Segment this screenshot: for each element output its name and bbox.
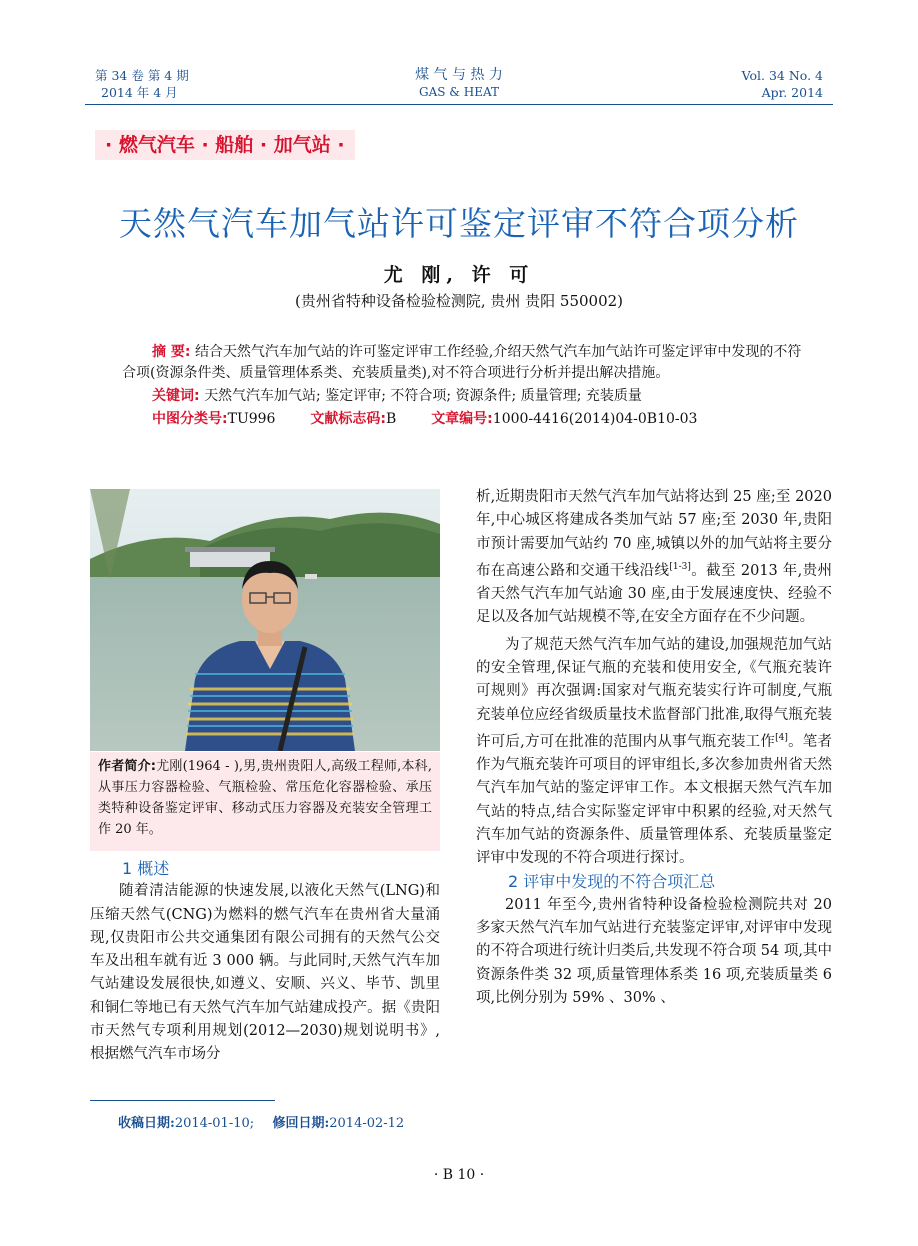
- bio-text: 尤刚(1964 - ),男,贵州贵阳人,高级工程师,本科,从事压力容器检验、气瓶检验、常压危化容器检验、承压类特种设备鉴定评审、移动式压力容器及充装安全管理工作 20 年。: [98, 759, 433, 837]
- para1-part-a: 析,近期贵阳市天然气汽车加气站将达到 25 座;至 2020 年,中心城区将建成各类加气站 57 座;至 2030 年,贵阳市预计需要加气站约 70 座,城镇以外的加气站将主要分布在高速公路和交通干线沿线: [476, 489, 832, 579]
- received-label: 收稿日期:: [118, 1116, 175, 1131]
- paragraph-regulation: [476, 634, 832, 871]
- date-en: Apr. 2014: [761, 85, 823, 100]
- keywords: [122, 386, 812, 407]
- revised-label: 修回日期:: [272, 1116, 330, 1131]
- paragraph-summary: 2011 年至今,贵州省特种设备检验检测院共对 20 多家天然气汽车加气站进行充装鉴定评审,对评审中发现的不符合项进行统计归类后,共发现不符合项 54 项,其中资源条件类 32 项,质量管理体系类 16 项,充装质量类 6 项,比例分别为 59% 、30% 、: [476, 896, 832, 1006]
- author-photo: [90, 489, 440, 751]
- citation-1-3: [1-3]: [669, 561, 691, 572]
- left-column: [90, 857, 440, 1067]
- authors: 尤 刚, 许 可: [383, 264, 535, 286]
- journal-name-en: GAS & HEAT: [418, 85, 500, 99]
- para2-part-a: 为了规范天然气汽车加气站的建设,加强规范加气站的安全管理,保证气瓶的充装和使用安全,《气瓶充装许可规则》再次强调:国家对气瓶充装实行许可制度,气瓶充装单位应经省级质量技术监督部门批准,取得气瓶充装许可后,方可在批准的范围内从事气瓶充装工作: [476, 636, 832, 750]
- bio-label: 作者简介:: [98, 759, 157, 774]
- volume-issue: 第 34 卷 第 4 期: [95, 68, 189, 83]
- para1-part-b: 。截至 2013 年,贵州省天然气汽车加气站逾 30 座,由于发展速度快、经验不足以及各加气站规模不等,在安全方面存在不少问题。: [476, 562, 832, 626]
- footnote-dates: [118, 1112, 404, 1131]
- revised-date: 2014-02-12: [329, 1116, 405, 1131]
- abstract-paragraph: [122, 342, 812, 384]
- abstract: [122, 342, 812, 430]
- section-heading-1: 1 概述: [122, 859, 170, 878]
- publish-date: 2014 年 4 月: [101, 85, 178, 100]
- article-title: 天然气汽车加气站许可鉴定评审不符合项分析: [119, 204, 799, 243]
- clc-value: TU996: [227, 411, 276, 427]
- footnote-rule: [90, 1100, 275, 1101]
- section-tag: · 燃气汽车 · 船舶 · 加气站 ·: [95, 130, 355, 160]
- clc-label: 中图分类号:: [152, 411, 228, 427]
- section-heading-2: 2 评审中发现的不符合项汇总: [508, 872, 716, 892]
- keywords-label: 关键词:: [152, 388, 200, 404]
- author-bio: [90, 752, 440, 851]
- paragraph-overview: 随着清洁能源的快速发展,以液化天然气(LNG)和压缩天然气(CNG)为燃料的燃气汽车在贵州省大量涌现,仅贵阳市公共交通集团有限公司拥有的天然气公交车及出租车就有近 3 000 辆。与此同时,天然气汽车加气站建设发展很快,如遵义、安顺、兴义、毕节、凯里和铜仁等地已有天然气汽车加气站建成投产。据《贵阳市天然气专项利用规划(2012—2030)规划说明书》,根据燃气汽车市场分: [90, 883, 440, 1063]
- volume-en: Vol. 34 No. 4: [741, 68, 823, 83]
- abstract-label: 摘 要:: [152, 344, 191, 360]
- keywords-text: 天然气汽车加气站; 鉴定评审; 不符合项; 资源条件; 质量管理; 充装质量: [204, 388, 642, 404]
- citation-4: [4]: [775, 732, 788, 743]
- affiliation: (贵州省特种设备检验检测院, 贵州 贵阳 550002): [294, 292, 624, 310]
- doc-code-label: 文献标志码:: [310, 411, 386, 427]
- author-portrait-photo-icon: [90, 489, 440, 751]
- doc-code-value: B: [385, 411, 397, 427]
- page-number: · B 10 ·: [433, 1167, 485, 1183]
- journal-name: [359, 67, 559, 101]
- journal-volume-info: [95, 67, 189, 101]
- article-number-label: 文章编号:: [431, 411, 493, 427]
- received-date: 2014-01-10;: [174, 1116, 255, 1131]
- para2-part-b: 。笔者作为气瓶充装许可项目的评审组长,多次参加贵州省天然气汽车加气站的鉴定评审工作。本文根据天然气汽车加气站的特点,结合实际鉴定评审中积累的经验,对天然气汽车加气站的资源条件、质量管理体系、充装质量鉴定评审中发现的不符合项进行探讨。: [476, 733, 833, 867]
- classification-line: [122, 409, 812, 430]
- journal-name-cn: 煤 气 与 热 力: [415, 67, 503, 83]
- journal-volume-en: [742, 67, 823, 101]
- header-rule: [85, 104, 833, 105]
- article-number-value: 1000-4416(2014)04-0B10-03: [492, 411, 698, 427]
- right-column: [476, 486, 832, 1010]
- paragraph-continued: [476, 486, 832, 630]
- abstract-text: 结合天然气汽车加气站的许可鉴定评审工作经验,介绍天然气汽车加气站许可鉴定评审中发现的不符合项(资源条件类、质量管理体系类、充装质量类),对不符合项进行分析并提出解决措施。: [122, 344, 802, 381]
